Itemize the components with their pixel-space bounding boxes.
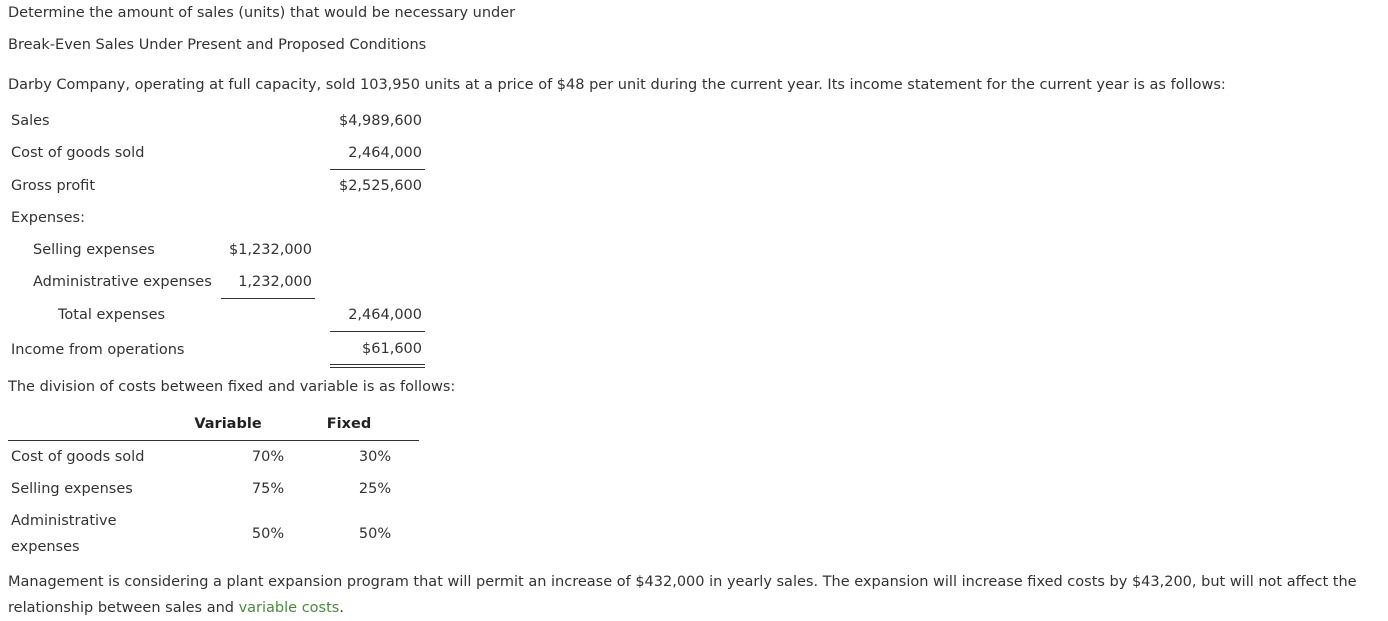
income-value: $61,600	[362, 341, 422, 357]
variable-costs-link[interactable]: variable costs	[238, 600, 340, 616]
question-prompt: Determine the amount of sales (units) that would be necessary under	[8, 5, 516, 21]
cogs-label: Cost of goods sold	[11, 145, 145, 161]
selling-expenses-label: Selling expenses	[33, 242, 155, 258]
gross-profit-label: Gross profit	[11, 178, 96, 194]
selling-expenses-value: $1,232,000	[228, 242, 312, 258]
closing-text: Management is considering a plant expansion program that will permit an increase of $432,000 in yearly sales. The expansion will increase fixed costs by $43,200, but will not affect the relationship between sales and	[8, 574, 1357, 616]
header-fixed: Fixed	[326, 416, 372, 432]
gross-profit-value: $2,525,600	[338, 178, 422, 194]
problem-subtitle: Break-Even Sales Under Present and Proposed Conditions	[8, 37, 427, 53]
income-label: Income from operations	[11, 342, 185, 358]
header-rule	[8, 440, 419, 441]
row-admin-fixed: 50%	[358, 526, 392, 542]
cogs-value: 2,464,000	[348, 145, 422, 161]
row-cogs-variable: 70%	[251, 449, 285, 465]
header-variable: Variable	[194, 416, 262, 432]
closing-paragraph	[8, 569, 1384, 621]
cost-division-intro: The division of costs between fixed and variable is as follows:	[8, 379, 456, 395]
row-selling-variable: 75%	[251, 481, 285, 497]
row-admin-label-line2: expenses	[11, 539, 80, 555]
problem-intro: Darby Company, operating at full capacity, sold 103,950 units at a price of $48 per unit during the current year. Its income statement for the current year is as follows:	[8, 77, 1226, 93]
row-cogs-label: Cost of goods sold	[11, 449, 145, 465]
total-underline	[330, 331, 425, 332]
row-cogs-fixed: 30%	[358, 449, 392, 465]
admin-expenses-label: Administrative expenses	[33, 274, 212, 290]
sales-value: $4,989,600	[338, 113, 422, 129]
row-admin-variable: 50%	[251, 526, 285, 542]
sales-label: Sales	[11, 113, 50, 129]
row-selling-label: Selling expenses	[11, 481, 133, 497]
row-admin-label-line1: Administrative	[11, 513, 117, 529]
admin-expenses-value: 1,232,000	[238, 274, 312, 290]
cogs-underline	[330, 169, 425, 170]
income-double-underline	[330, 364, 425, 368]
total-expenses-value: 2,464,000	[348, 307, 422, 323]
closing-end: .	[339, 600, 344, 616]
row-selling-fixed: 25%	[358, 481, 392, 497]
total-expenses-label: Total expenses	[58, 307, 166, 323]
admin-underline	[221, 298, 315, 299]
expenses-heading: Expenses:	[11, 210, 85, 226]
